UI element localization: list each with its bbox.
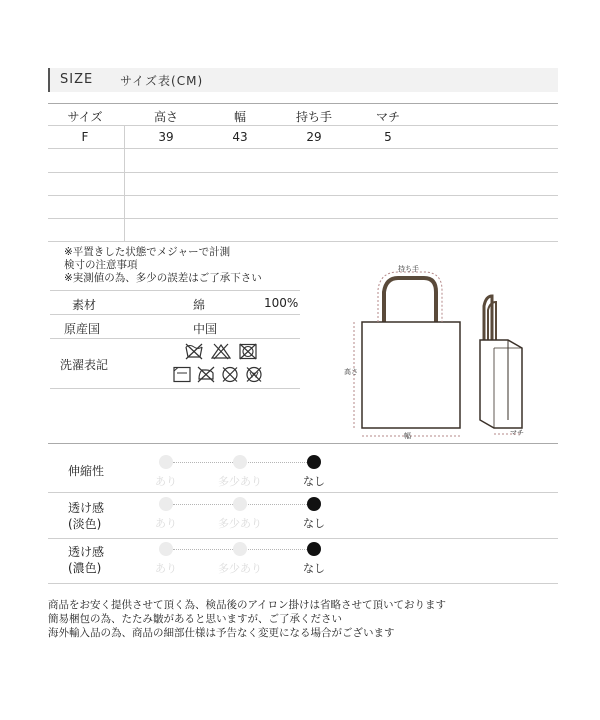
scale-dot: [159, 542, 173, 556]
line-dry-icon: [172, 366, 192, 383]
header-accent-bar: [48, 68, 50, 92]
scale-option: 多少あり: [218, 562, 262, 575]
table-cell: 43: [232, 130, 248, 144]
sheer-light-label: 透け感: [68, 501, 105, 515]
footer-note: 簡易梱包の為、たたみ皺があると思いますが、ご了承ください: [48, 613, 342, 625]
scale-rule: [48, 538, 558, 539]
no-dry-clean-icon: [220, 366, 240, 383]
no-wet-clean-icon: [244, 366, 264, 383]
scale-option: あり: [155, 475, 177, 488]
scale-option: あり: [155, 562, 177, 575]
spec-rule: [50, 314, 300, 315]
footer-note: 商品をお安く提供させて頂く為、検品後のアイロン掛けは省略させて頂いております: [48, 599, 447, 611]
diagram-label-width: 幅: [404, 432, 411, 440]
scale-dot: [159, 455, 173, 469]
section-subtitle: サイズ表(CM): [120, 74, 204, 88]
material-label: 素材: [72, 298, 97, 312]
table-column-rule: [124, 126, 125, 241]
table-cell: 5: [384, 130, 392, 144]
material-percent: 100%: [264, 296, 299, 310]
spec-rule: [50, 290, 300, 291]
column-header: 高さ: [153, 110, 178, 124]
scale-dot: [233, 542, 247, 556]
spec-rule: [50, 388, 300, 389]
column-header: サイズ: [67, 110, 103, 124]
table-cell: F: [81, 130, 89, 144]
sheer-light-sublabel: (淡色): [68, 517, 102, 531]
column-header: 持ち手: [295, 110, 332, 124]
scale-rule: [48, 492, 558, 493]
scale-dot-selected: [307, 497, 321, 511]
tote-bag-illustration: [340, 262, 540, 442]
scale-dot: [159, 497, 173, 511]
scale-option: あり: [155, 517, 177, 530]
diagram-label-handle: 持ち手: [398, 265, 419, 273]
sheer-dark-label: 透け感: [68, 545, 105, 559]
scale-dot: [233, 497, 247, 511]
origin-label: 原産国: [64, 322, 101, 336]
diagram-label-height: 高さ: [344, 368, 358, 376]
scale-bottom-rule: [48, 583, 558, 584]
scale-dot-selected: [307, 455, 321, 469]
no-iron-icon: [196, 366, 216, 383]
column-header: マチ: [375, 110, 400, 124]
table-cell: 29: [306, 130, 322, 144]
scale-option-selected: なし: [303, 517, 325, 530]
measure-note-heading: 検寸の注意事項: [64, 259, 138, 271]
diagram-label-gusset: マチ: [510, 429, 524, 437]
no-tumble-dry-icon: [238, 343, 258, 360]
origin-value: 中国: [193, 322, 218, 336]
footer-note: 海外輸入品の為、商品の細部仕様は予告なく変更になる場合がございます: [48, 627, 395, 639]
material-value: 綿: [193, 298, 206, 312]
sheer-dark-sublabel: (濃色): [68, 561, 102, 575]
measure-note: ※実測値の為、多少の誤差はご了承下さい: [64, 272, 262, 284]
scale-dot-selected: [307, 542, 321, 556]
scale-option-selected: なし: [303, 475, 325, 488]
column-header: 幅: [233, 110, 246, 124]
scale-top-rule: [48, 443, 558, 444]
no-bleach-icon: [211, 343, 231, 360]
stretch-label: 伸縮性: [68, 464, 105, 478]
table-rule: [48, 241, 558, 242]
section-title: SIZE: [60, 72, 94, 87]
table-cell: 39: [158, 130, 174, 144]
table-top-rule: [48, 103, 558, 104]
spec-rule: [50, 338, 300, 339]
no-wash-icon: [184, 343, 204, 360]
care-label: 洗濯表記: [60, 358, 109, 372]
scale-option: 多少あり: [218, 517, 262, 530]
scale-option: 多少あり: [218, 475, 262, 488]
scale-option-selected: なし: [303, 562, 325, 575]
scale-dot: [233, 455, 247, 469]
measure-note: ※平置きした状態でメジャーで計測: [64, 246, 231, 258]
